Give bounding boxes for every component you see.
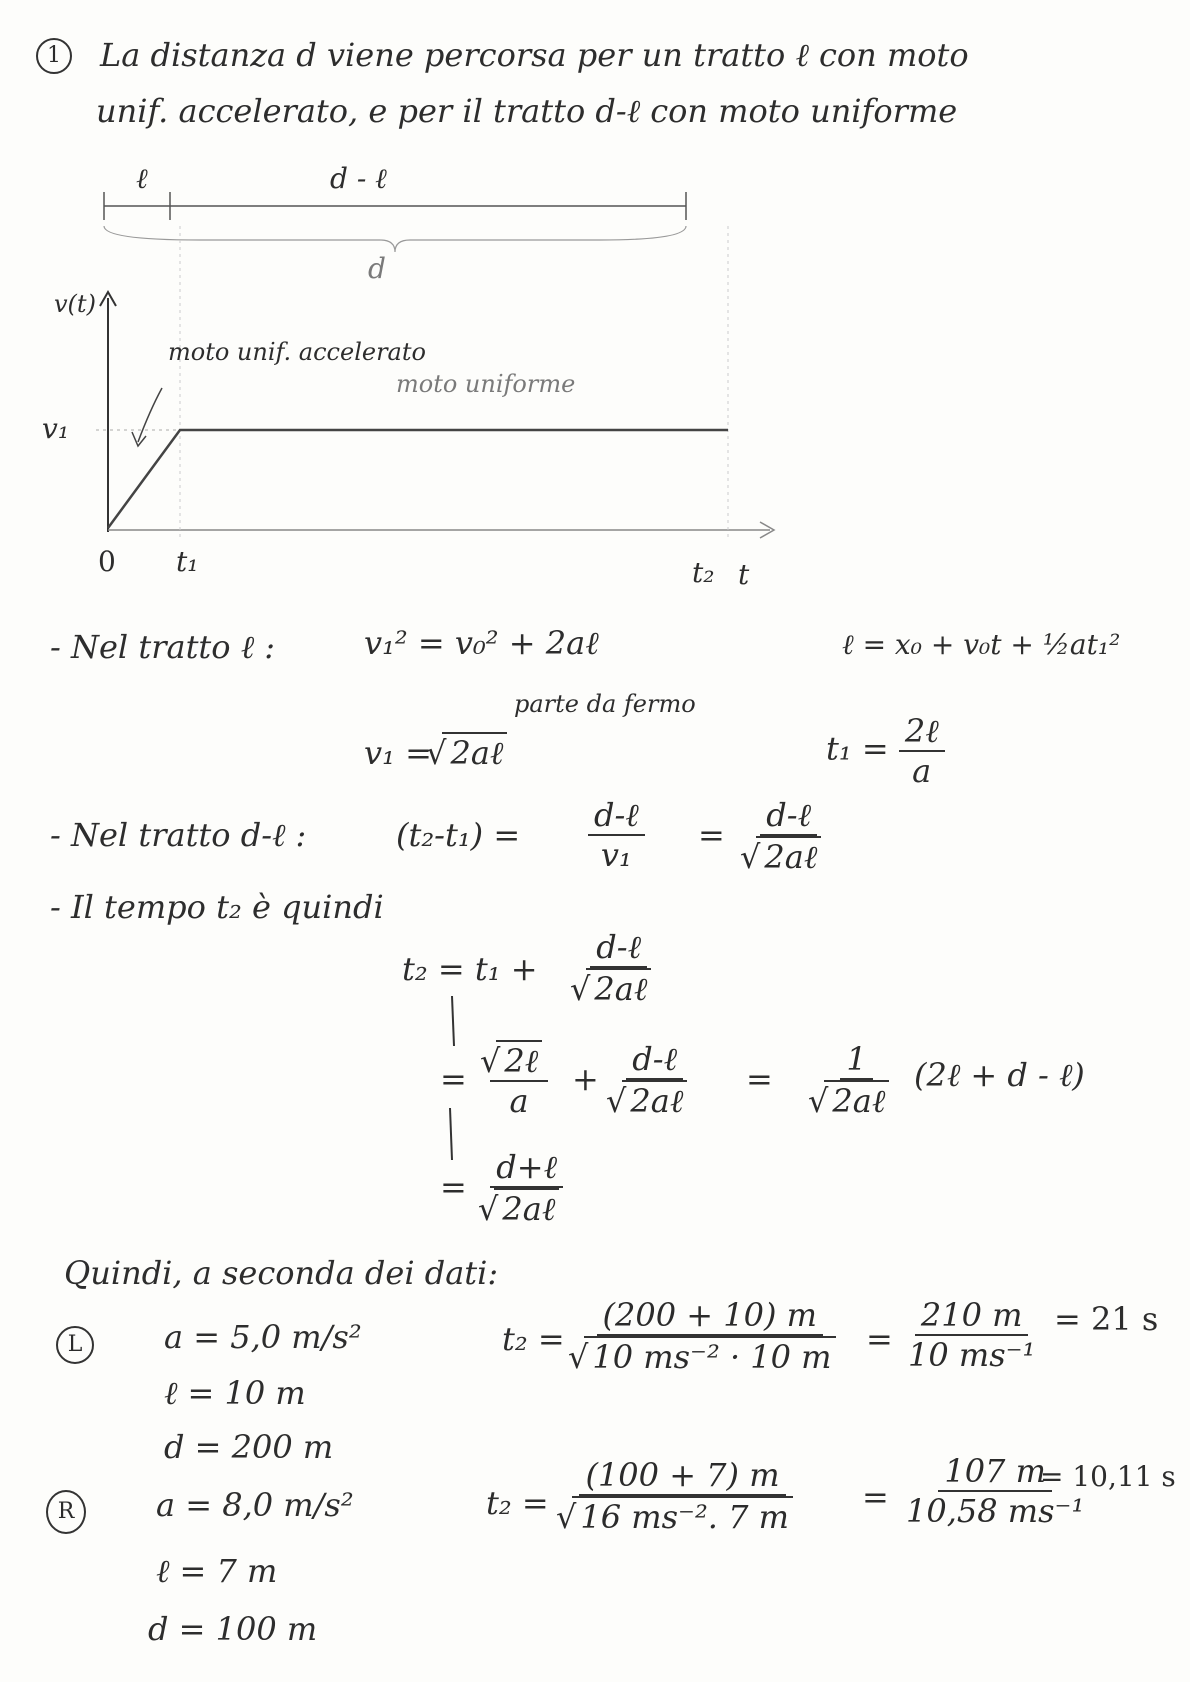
case-r-distance: d = 100 m <box>148 1610 318 1648</box>
case-l-t2-fraction: (200 + 10) m √ 10 ms⁻² · 10 m <box>578 1296 842 1376</box>
equation-v1-squared: v₁² = v₀² + 2aℓ <box>364 624 599 662</box>
equation-line2-frac-c: 1 √ 2aℓ <box>818 1040 895 1120</box>
t1-tick-label: t₁ <box>176 545 199 578</box>
equation-t2-minus-t1-frac1: d-ℓ v₁ <box>588 796 645 874</box>
case-r-result-fraction: $\frac{107 m}{\text{10,58 ms⁻¹}}$ <box>906 1452 1085 1530</box>
equation-line2-equals: = <box>440 1060 467 1098</box>
equation-t2-left: t₂ = t₁ + <box>402 950 538 988</box>
equation-position: ℓ = x₀ + v₀t + ½at₁² <box>842 628 1121 661</box>
origin-label: 0 <box>98 545 116 578</box>
uniform-motion-label: moto uniforme <box>396 370 576 398</box>
equation-v1: v₁ = √ 2aℓ <box>364 732 507 772</box>
case-l-t2-left: t₂ = <box>502 1320 565 1358</box>
equation-line2-paren: (2ℓ + d - ℓ) <box>914 1056 1085 1094</box>
case-r-equals: = <box>862 1478 889 1516</box>
equation-line2-frac-b: d-ℓ √ 2aℓ <box>616 1040 693 1120</box>
case-l-acceleration: a = 5,0 m/s² <box>164 1318 362 1356</box>
equation-t2-minus-t1-frac2: d-ℓ √ 2aℓ <box>750 796 827 876</box>
case-r-t2-fraction: (100 + 7) m √ 16 ms⁻². 7 m <box>566 1456 799 1536</box>
t-axis-label: t <box>738 558 750 591</box>
case-l-tag: L <box>56 1326 94 1364</box>
data-intro: Quindi, a seconda dei dati: <box>64 1254 499 1292</box>
segment-d-minus-l-label: d - ℓ <box>330 162 387 195</box>
case-r-result: = 10,11 s <box>1040 1460 1176 1493</box>
step3-label: - Il tempo t₂ è quindi <box>50 888 384 926</box>
equation-line2-frac-a: √ 2ℓ a <box>490 1040 548 1120</box>
equation-line2-plus: + <box>572 1060 599 1098</box>
equation-line3-equals: = <box>440 1168 467 1206</box>
velocity-time-diagram <box>0 0 1190 600</box>
accelerated-motion-label: moto unif. accelerato <box>168 338 426 366</box>
equals-sign: = <box>698 816 725 854</box>
y-axis-label: v(t) <box>54 290 96 318</box>
case-r-acceleration: a = 8,0 m/s² <box>156 1486 354 1524</box>
case-l-length: ℓ = 10 m <box>164 1374 306 1412</box>
equation-t2-frac: d-ℓ √ 2aℓ <box>580 928 657 1008</box>
t2-tick-label: t₂ <box>692 556 715 589</box>
equation-t2-minus-t1-left: (t₂-t₁) = <box>396 816 521 854</box>
problem-number: 1 <box>36 38 72 74</box>
problem-statement-line2: unif. accelerato, e per il tratto d-ℓ con moto uniforme <box>96 92 958 130</box>
segment-l-label: ℓ <box>136 162 148 195</box>
case-l-result: = 21 s <box>1054 1300 1159 1338</box>
step1-label: - Nel tratto ℓ : <box>50 628 275 666</box>
segment-d-label: d <box>368 252 386 285</box>
v1-root: √ 2aℓ <box>442 732 507 772</box>
v1-tick-label: v₁ <box>42 412 70 445</box>
case-r-t2-left: t₂ = <box>486 1484 549 1522</box>
problem-statement-line1: La distanza d viene percorsa per un tratto ℓ con moto <box>100 36 969 74</box>
case-l-result-fraction: $\frac{210 m}{\text{10 ms⁻¹}}$ <box>908 1296 1036 1374</box>
starts-from-rest-note: parte da fermo <box>514 690 696 718</box>
case-l-distance: d = 200 m <box>164 1428 334 1466</box>
case-r-tag: R <box>46 1490 86 1534</box>
case-r-length: ℓ = 7 m <box>156 1552 278 1590</box>
equation-line3-frac: d+ℓ √ 2aℓ <box>488 1148 565 1228</box>
equation-line2-equals2: = <box>746 1060 773 1098</box>
equation-t1: t₁ = $\frac{\text{2ℓ}}{a}$ <box>826 712 945 790</box>
case-l-equals: = <box>866 1320 893 1358</box>
step2-label: - Nel tratto d-ℓ : <box>50 816 307 854</box>
t1-fraction: $\frac{\text{2ℓ}}{a}$ <box>899 712 945 790</box>
